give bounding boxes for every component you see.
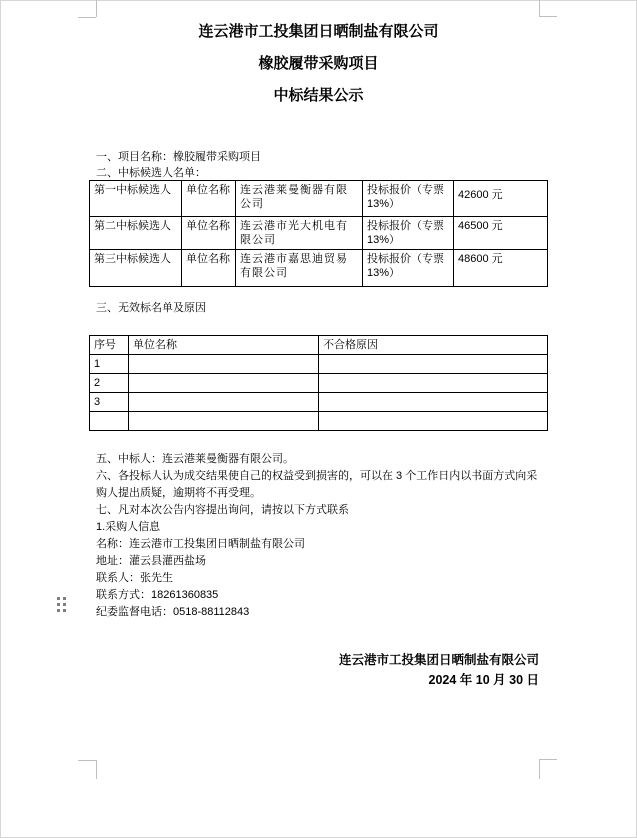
candidate-rank-cell: 第一中标候选人	[90, 181, 182, 217]
handle-dot	[57, 603, 60, 606]
doc-title-announcement: 中标结果公示	[273, 87, 364, 104]
candidate-field-cell: 单位名称	[182, 181, 236, 217]
table-row	[90, 412, 548, 431]
margin-mark-top-right-v	[539, 0, 540, 16]
candidate-amount-cell: 42600 元	[454, 181, 548, 217]
section-project-name: 一、项目名称：橡胶履带采购项目	[96, 151, 261, 163]
section-objection-line1: 六、各投标人认为成交结果使自己的权益受到损害的，可以在 3 个工作日内以书面方式向采	[96, 470, 538, 482]
invalid-company-cell	[129, 355, 319, 374]
candidate-rank-cell: 第二中标候选人	[90, 217, 182, 250]
contact-phone: 联系方式：18261360835	[96, 589, 219, 601]
candidate-company-cell: 连云港市嘉思迪贸易有限公司	[236, 250, 363, 287]
candidate-field-cell: 单位名称	[182, 250, 236, 287]
invalid-header-company: 单位名称	[129, 336, 319, 355]
table-row	[90, 181, 548, 217]
margin-mark-bottom-left-h	[78, 760, 96, 761]
handle-dot	[63, 597, 66, 600]
table-header-row	[90, 336, 548, 355]
doc-title-company: 连云港市工投集团日晒制盐有限公司	[198, 23, 439, 40]
invalid-bids-table	[89, 335, 548, 431]
candidates-table	[89, 180, 548, 287]
margin-mark-bottom-left-v	[96, 760, 97, 779]
contact-supervision-phone: 纪委监督电话：0518-88112843	[96, 606, 250, 618]
signature-block	[96, 650, 539, 690]
invalid-no-cell: 3	[90, 393, 129, 412]
table-row	[90, 374, 548, 393]
candidate-price-label-cell: 投标报价（专票13%）	[363, 217, 454, 250]
candidate-amount-cell: 48600 元	[454, 250, 548, 287]
candidate-rank-cell: 第三中标候选人	[90, 250, 182, 287]
section-inquiry: 七、凡对本次公告内容提出询问，请按以下方式联系	[96, 504, 349, 516]
doc-title-project: 橡胶履带采购项目	[258, 55, 379, 72]
body-text-block	[96, 451, 556, 621]
invalid-reason-cell	[319, 374, 548, 393]
contact-address: 地址：灌云县灌西盐场	[96, 555, 206, 567]
handle-dot	[63, 603, 66, 606]
margin-mark-top-right-h	[539, 16, 557, 17]
handle-dot	[63, 609, 66, 612]
candidate-company-cell: 连云港市光大机电有限公司	[236, 217, 363, 250]
margin-mark-top-left-v	[96, 0, 97, 17]
table-row	[90, 393, 548, 412]
invalid-header-reason: 不合格原因	[319, 336, 548, 355]
invalid-header-no: 序号	[90, 336, 129, 355]
contact-person: 联系人：张先生	[96, 572, 173, 584]
invalid-company-cell	[129, 393, 319, 412]
margin-mark-top-left-h	[78, 17, 96, 18]
handle-dot	[57, 609, 60, 612]
invalid-no-cell: 2	[90, 374, 129, 393]
candidate-price-label-cell: 投标报价（专票13%）	[363, 250, 454, 287]
contact-intro: 1.采购人信息	[96, 521, 161, 533]
contact-name: 名称：连云港市工投集团日晒制盐有限公司	[96, 538, 305, 550]
invalid-no-cell	[90, 412, 129, 431]
table-row	[90, 355, 548, 374]
invalid-reason-cell	[319, 393, 548, 412]
margin-mark-bottom-right-h	[539, 759, 557, 760]
invalid-company-cell	[129, 412, 319, 431]
margin-mark-bottom-right-v	[539, 759, 540, 779]
invalid-company-cell	[129, 374, 319, 393]
section-winner: 五、中标人：连云港莱曼衡器有限公司。	[96, 453, 294, 465]
candidate-price-label-cell: 投标报价（专票13%）	[363, 181, 454, 217]
handle-dot	[57, 597, 60, 600]
table-row	[90, 250, 548, 287]
candidate-amount-cell: 46500 元	[454, 217, 548, 250]
invalid-no-cell: 1	[90, 355, 129, 374]
candidate-field-cell: 单位名称	[182, 217, 236, 250]
candidate-company-cell: 连云港莱曼衡器有限公司	[236, 181, 363, 217]
section-invalid-heading: 三、无效标名单及原因	[96, 302, 206, 314]
invalid-reason-cell	[319, 412, 548, 431]
signature-company: 连云港市工投集团日晒制盐有限公司	[338, 653, 539, 667]
table-row	[90, 217, 548, 250]
drag-handle-icon[interactable]	[57, 597, 66, 612]
invalid-reason-cell	[319, 355, 548, 374]
section-objection-line2: 购人提出质疑，逾期将不再受理。	[96, 487, 261, 499]
signature-date: 2024 年 10 月 30 日	[428, 673, 539, 687]
section-candidates-heading: 二、中标候选人名单：	[96, 167, 206, 179]
